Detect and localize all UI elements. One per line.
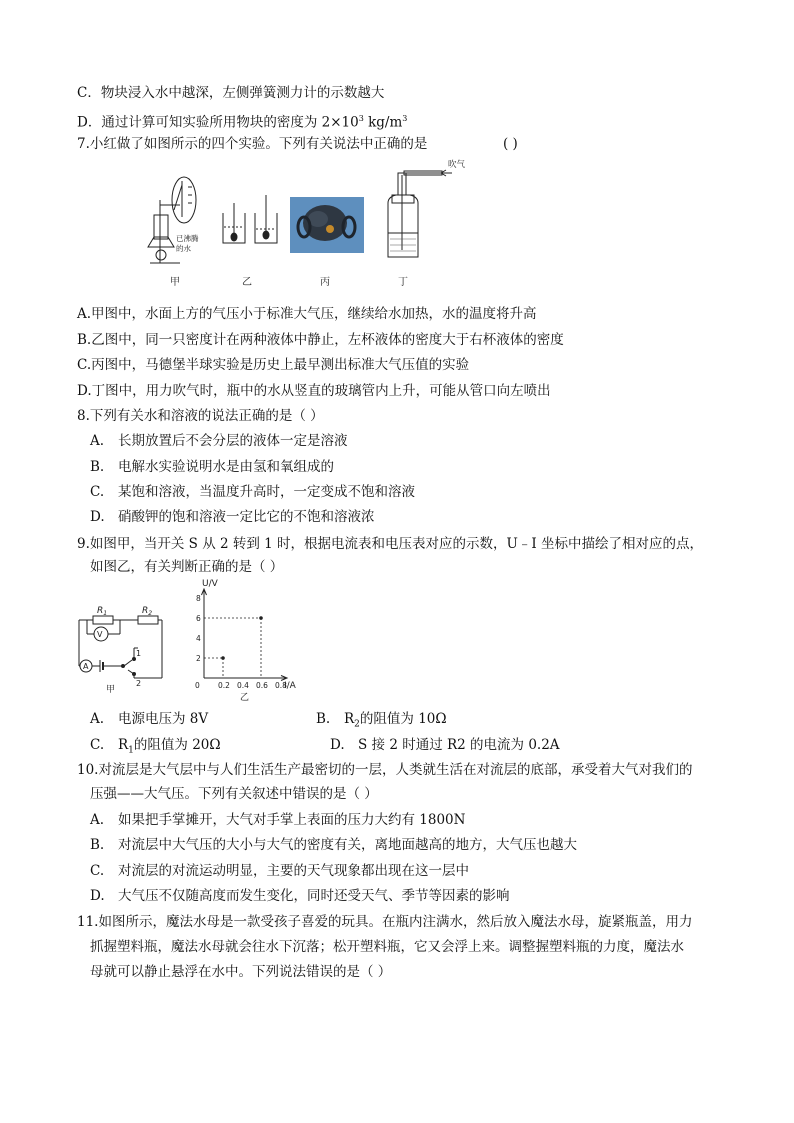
q8-option-d-text: 硝酸钾的饱和溶液一定比它的不饱和溶液浓 [118,509,375,525]
graph-y-tick: 8 [196,594,201,603]
q9-option-a [90,710,208,728]
q10-option-d-text: 大气压不仅随高度而发生变化，同时还受天气、季节等因素的影响 [118,888,510,904]
q9-option-b-r: R [344,711,355,727]
svg-text:R1 [97,606,107,617]
q8-option-a-label: A. [90,433,105,449]
q9-ammeter-label: A [83,662,89,671]
q9-stem-line-1: 9.如图甲，当开关 S 从 2 转到 1 时，根据电流表和电压表对应的示数，U﹣I 坐标中描绘了相对应的点， [77,536,704,552]
q11-stem-line-3: 母就可以静止悬浮在水中。下列说法错误的是（ ） [90,964,392,980]
q8-option-a-text: 长期放置后不会分层的液体一定是溶液 [118,433,348,449]
q9-option-d-label: D. [330,737,345,753]
q9-switch-pos-2: 2 [136,679,142,688]
graph-y-tick: 4 [196,634,201,643]
q7-fig-yi [223,195,277,243]
q10-option-b-label: B. [90,837,105,853]
q9-option-a-text: 电源电压为 8V [118,711,209,727]
q8-option-c [90,483,415,501]
graph-y-tick: 6 [196,614,201,623]
q6-option-d-text: D．通过计算可知实验所用物块的密度为 2×10 [77,114,359,131]
graph-x-tick: 0.2 [218,681,230,690]
q8-option-c-text: 某饱和溶液，当温度升高时，一定变成不饱和溶液 [118,484,415,500]
q9-option-b-label: B. [316,711,331,727]
q7-fig-label-jia: 甲 [170,277,180,288]
q8-option-b-label: B. [90,459,105,475]
q10-option-d-label: D. [90,888,105,904]
q7-option-b: B.乙图中，同一只密度计在两种液体中静止，左杯液体的密度大于右杯液体的密度 [77,332,564,348]
q9-switch-pos-1: 1 [136,649,142,658]
graph-data-point [259,616,263,620]
q7-stem [77,135,518,153]
q8-option-c-label: C. [90,484,105,500]
q8-option-a [90,432,348,450]
q9-r1-label: R [97,606,104,616]
q11-stem-line-1: 11.如图所示，魔法水母是一款受孩子喜爱的玩具。在瓶内注满水，然后放入魔法水母，旋紧瓶盖，用力 [77,914,693,930]
q9-r2-sub: 2 [148,610,153,617]
q7-fig-label-bing: 丙 [320,277,330,288]
q6-option-d-exp: 3 [358,114,364,123]
q9-option-c-sub: 1 [128,745,134,756]
q9-option-c-r: R [118,737,129,753]
q8-option-d-label: D. [90,509,105,525]
q6-option-d-unit: kg/m [363,114,403,131]
q7-answer-bracket: ( ) [503,136,518,152]
q6-option-d [77,110,407,132]
q10-option-a [90,811,465,829]
q9-r1-sub: 1 [103,610,108,617]
q10-option-c [90,862,469,880]
q9-option-d-text: S 接 2 时通过 R2 的电流为 0.2A [358,737,560,753]
q7-option-a: A.甲图中，水面上方的气压小于标准大气压，继续给水加热，水的温度将升高 [77,306,537,322]
q7-figure [140,155,490,290]
q7-fig-label-ding: 丁 [398,277,408,288]
q7-option-d: D.丁图中，用力吹气时，瓶中的水从竖直的玻璃管内上升，可能从管口向左喷出 [77,383,551,399]
q10-option-c-label: C. [90,863,105,879]
graph-y-label: U/V [202,579,218,589]
svg-text:R2 [142,606,152,617]
graph-x-tick: 0 [195,681,200,690]
q9-option-c [90,736,221,760]
q8-option-b-text: 电解水实验说明水是由氢和氧组成的 [118,459,334,475]
q6-option-d-unit-exp: 3 [402,114,408,123]
q7-stem-text: 7.小红做了如图所示的四个实验。下列有关说法中正确的是 [77,136,428,152]
q9-u-i-graph [182,579,296,703]
graph-x-tick: 0.6 [256,681,268,690]
q9-option-d [330,736,560,754]
q9-stem-line-2: 如图乙，有关判断正确的是（ ） [90,559,284,575]
q10-option-d [90,887,510,905]
q7-fig-label-yi: 乙 [242,277,252,288]
q7-fig-jia [148,177,199,263]
q10-stem-line-1: 10.对流层是大气层中与人们生活生产最密切的一层，人类就生活在对流层的底部，承受着大气对我们的 [77,762,693,778]
graph-caption: 乙 [240,693,250,703]
q8-option-b [90,458,334,476]
q7-blow-label: 吹气 [448,160,466,170]
q7-fig-bing [290,197,364,253]
q9-option-c-text: 的阻值为 20Ω [133,737,221,753]
q9-option-a-label: A. [90,711,105,727]
q6-option-c: C．物块浸入水中越深，左侧弹簧测力计的示数越大 [77,85,385,101]
graph-x-label: I/A [284,681,296,691]
graph-x-tick: 0.8 [275,681,287,690]
graph-x-tick: 0.4 [237,681,249,690]
q7-boiled-label-1: 已沸腾 [176,234,199,243]
q7-option-c: C.丙图中，马德堡半球实验是历史上最早测出标准大气压值的实验 [77,357,470,373]
q9-option-b-text: 的阻值为 10Ω [359,711,447,727]
graph-y-tick: 2 [196,654,201,663]
q10-stem-line-2: 压强——大气压。下列有关叙述中错误的是（ ） [90,786,378,802]
q10-option-b-text: 对流层中大气压的大小与大气的密度有关，离地面越高的地方，大气压也越大 [118,837,577,853]
q7-boiled-label-2: 的水 [176,244,191,253]
q10-option-c-text: 对流层的对流运动明显，主要的天气现象都出现在这一层中 [118,863,469,879]
q8-option-d [90,508,375,526]
q9-option-b-sub: 2 [354,719,360,730]
q9-voltmeter-label: V [97,630,103,639]
q8-stem: 8.下列有关水和溶液的说法正确的是（ ） [77,408,324,424]
graph-data-point [221,656,225,660]
q10-option-a-text: 如果把手掌摊开，大气对手掌上表面的压力大约有 1800N [118,812,466,828]
q9-r2-label: R [142,606,149,616]
q9-option-b [316,710,447,734]
q9-circuit-diagram [72,600,172,695]
q9-circuit-caption: 甲 [106,685,116,695]
q9-option-c-label: C. [90,737,105,753]
q7-fig-ding [388,159,466,257]
q10-option-b [90,836,577,854]
q11-stem-line-2: 抓握塑料瓶，魔法水母就会往水下沉落；松开塑料瓶，它又会浮上来。调整握塑料瓶的力度，魔法水 [90,939,684,955]
q10-option-a-label: A. [90,812,105,828]
